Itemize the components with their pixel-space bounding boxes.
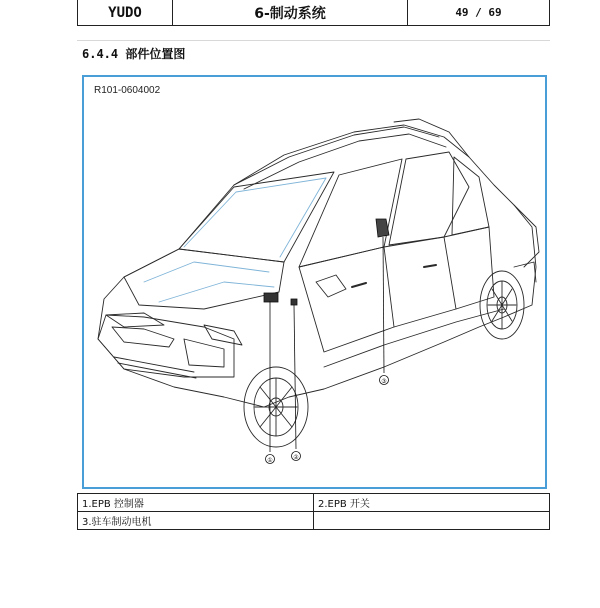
- table-row: [78, 512, 550, 530]
- table-row: [78, 494, 550, 512]
- section-title: 6.4.4 部件位置图: [82, 47, 186, 61]
- vehicle-line-drawing: [84, 77, 545, 487]
- brand-name: YUDO: [78, 0, 173, 25]
- chapter-title: 6-制动系统: [173, 0, 408, 25]
- legend-item-3: 3.驻车制动电机: [78, 512, 314, 530]
- callout-3: ③: [381, 378, 387, 385]
- legend-item-empty: [314, 512, 550, 530]
- callout-2: ②: [293, 454, 299, 461]
- legend-item-1: 1.EPB 控制器: [78, 494, 314, 512]
- page-header: [77, 0, 550, 26]
- callout-1: ①: [267, 457, 273, 464]
- component-legend-table: [77, 493, 550, 530]
- header-divider: [77, 40, 550, 41]
- figure-code: R101-0604002: [94, 85, 161, 96]
- page-number: 49 / 69: [455, 6, 502, 19]
- legend-item-2: 2.EPB 开关: [314, 494, 550, 512]
- component-location-figure: [82, 75, 547, 489]
